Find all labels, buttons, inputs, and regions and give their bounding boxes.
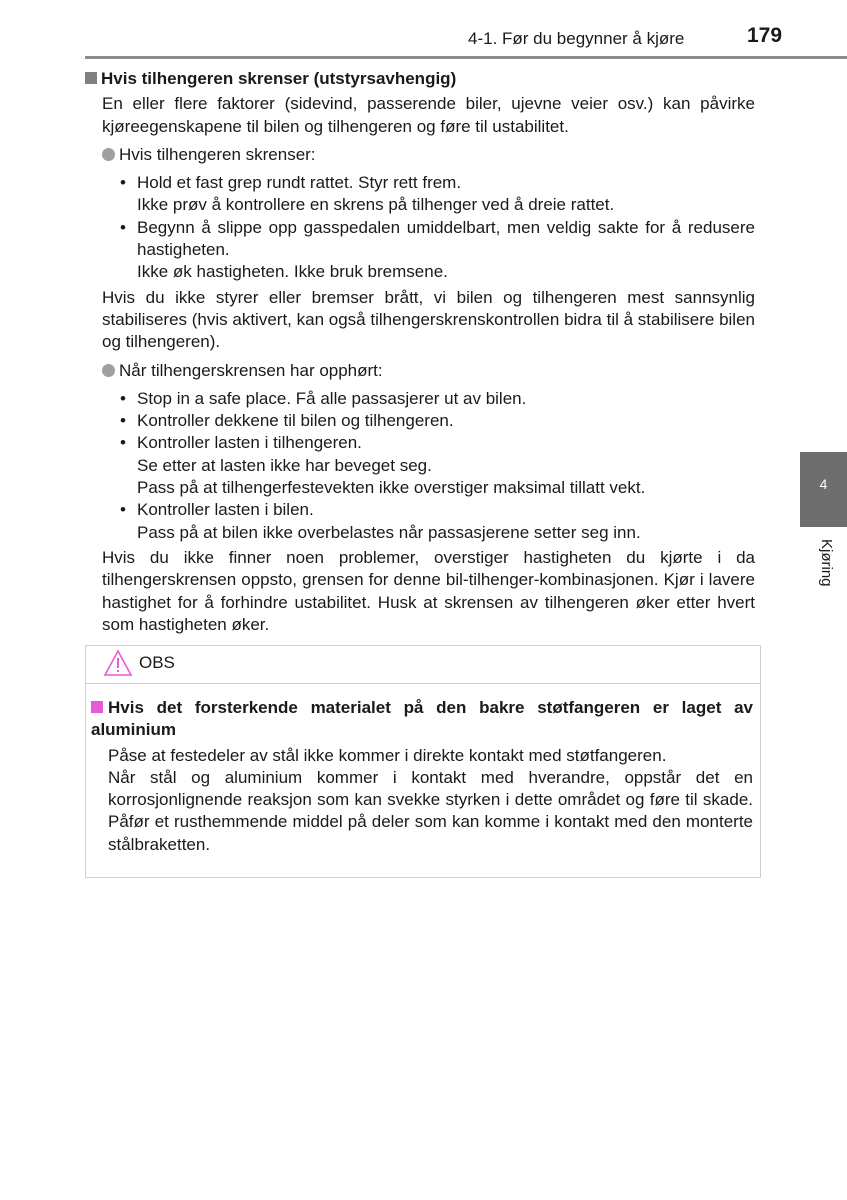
bullet-line: Ikke prøv å kontrollere en skrens på tilhenger ved å dreie rattet. [137,195,615,215]
bullet-line: Kontroller dekkene til bilen og tilhengeren. [137,411,454,431]
list-item [120,388,755,410]
list-item [120,410,755,432]
bullet-line: Kontroller lasten i tilhengeren. [137,433,362,453]
bullet-line: Begynn å slippe opp gasspedalen umiddelbart, men veldig sakte for å redusere hastigheten. [137,217,755,260]
skid-bullet-list [102,172,755,283]
bullet-line: Kontroller lasten i bilen. [137,500,314,520]
section-heading [85,68,755,90]
condition-title: Når tilhengerskrensen har opphørt: [119,360,383,380]
bullet-dot-icon: • [120,217,126,237]
bullet-dot-icon: • [120,173,126,193]
warning-box [85,645,761,878]
bullet-line: Pass på at tilhengerfestevekten ikke overstiger maksimal tillatt vekt. [137,478,646,498]
bullet-line: Se etter at lasten ikke har beveget seg. [137,455,432,475]
condition-title: Hvis tilhengeren skrenser: [119,144,316,164]
header-section-title: 4-1. Før du begynner å kjøre [468,29,685,48]
warning-header [86,646,760,684]
skid-followup: Hvis du ikke styrer eller bremser brått, vi bilen og tilhengeren mest sannsynlig stabiliseres (hvis aktivert, kan også tilhengerskrenskontrollen bidra til å stabilisere bilen og tilhengeren). [102,287,755,352]
bullet-line: Ikke øk hastigheten. Ikke bruk bremsene. [137,262,448,282]
warning-body [91,697,753,856]
warning-line: Når stål og aluminium kommer i kontakt med hverandre, oppstår det en korrosjonlignende reaksjon som kan svekke styrken i dette området og føre til skade. Påfør et rusthemmende middel på deler som kan komme i kontakt med den monterte stålbraketten. [108,767,753,854]
warning-triangle-icon [103,649,133,677]
bullet-line: Stop in a safe place. Få alle passasjerer ut av bilen. [137,388,527,408]
section-heading-text: Hvis tilhengeren skrenser (utstyrsavhengig) [101,69,457,88]
stopped-followup: Hvis du ikke finner noen problemer, overstiger hastigheten du kjørte i da tilhengerskrensen oppsto, grensen for denne bil-tilhenger-kombinasjonen. Kjør i lavere hastighet for å forhindre ustabilitet. Husk at skrensen av tilhengeren øker etter hvert som hastigheten øker. [102,547,755,634]
chapter-number: 4 [819,476,828,492]
bullet-dot-icon: • [120,500,126,520]
list-item [120,499,755,544]
list-item [120,172,755,217]
list-item [120,432,755,499]
circle-bullet-icon [102,148,115,161]
warning-heading [91,697,753,742]
bullet-dot-icon: • [120,411,126,431]
bullet-dot-icon: • [120,433,126,453]
chapter-label: Kjøring [818,539,835,587]
condition-item-stopped [102,360,755,382]
header-divider [85,56,847,59]
bullet-dot-icon: • [120,388,126,408]
stopped-bullet-list [102,388,755,544]
bullet-line: Pass på at bilen ikke overbelastes når passasjerene setter seg inn. [137,522,641,542]
bullet-line: Hold et fast grep rundt rattet. Styr rett frem. [137,173,462,193]
circle-bullet-icon [102,364,115,377]
square-bullet-icon [85,72,97,84]
main-content [102,68,755,636]
section-intro: En eller flere faktorer (sidevind, passerende biler, ujevne veier osv.) kan påvirke kjøreegenskapene til bilen og tilhengeren og føre til ustabilitet. [102,94,755,136]
warning-line: Påse at festedeler av stål ikke kommer i direkte kontakt med støtfangeren. [108,745,667,765]
chapter-tab [800,452,847,527]
warning-label: OBS [139,653,175,672]
condition-item-skid [102,144,755,166]
page-number: 179 [747,24,783,47]
pink-square-bullet-icon [91,701,103,713]
warning-heading-text: Hvis det forsterkende materialet på den bakre støtfangeren er laget av aluminium [91,698,753,740]
list-item [120,217,755,284]
